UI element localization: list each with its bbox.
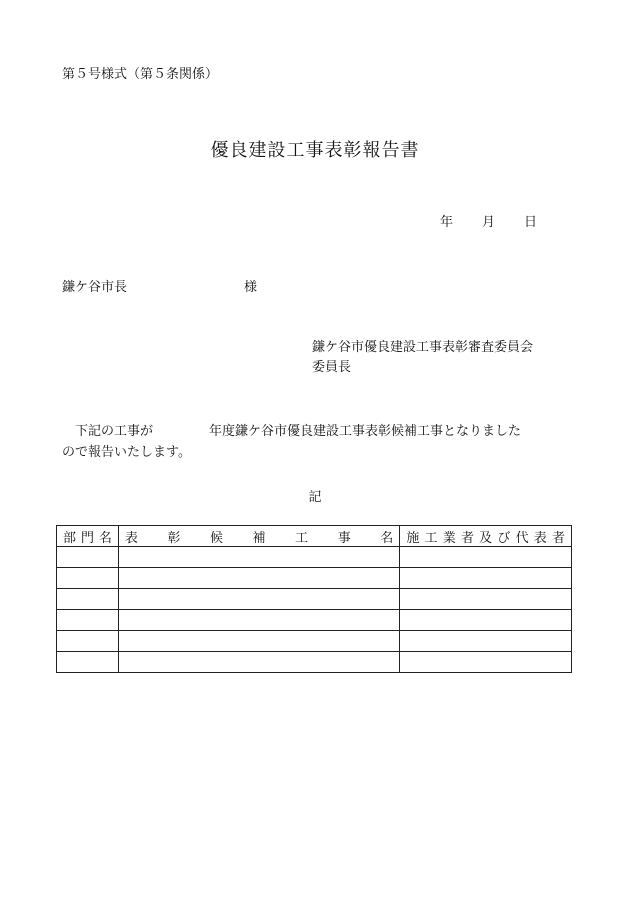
project-name-cell[interactable] (118, 589, 399, 610)
project-name-cell[interactable] (118, 652, 399, 673)
header-project-name (118, 526, 399, 547)
contractor-cell[interactable] (400, 547, 572, 568)
contractor-cell[interactable] (400, 652, 572, 673)
table-row (57, 547, 572, 568)
department-cell[interactable] (57, 631, 119, 652)
table-body (57, 547, 572, 673)
document-title: 優良建設工事表彰報告書 (210, 140, 420, 161)
report-line1-rest: 年度鎌ケ谷市優良建設工事表彰候補工事となりました (209, 424, 522, 439)
ki-heading: 記 (308, 490, 322, 505)
date-day-label: 日 (524, 215, 538, 230)
header-contractor (400, 526, 572, 547)
department-cell[interactable] (57, 610, 119, 631)
table-row (57, 631, 572, 652)
header-department-text: 部 門 名 (63, 530, 112, 546)
report-body-line1 (62, 421, 572, 442)
project-name-cell[interactable] (118, 547, 399, 568)
date-month-label: 月 (482, 215, 496, 230)
committee-name: 鎌ケ谷市優良建設工事表彰審査委員会 (312, 340, 534, 355)
contractor-cell[interactable] (400, 631, 572, 652)
addressee-honorific: 様 (244, 280, 258, 295)
addressee-name: 鎌ケ谷市長 (62, 280, 128, 295)
header-department (57, 526, 119, 547)
project-name-cell[interactable] (118, 610, 399, 631)
report-body (62, 421, 572, 463)
table-header-row (57, 526, 572, 547)
table-row (57, 589, 572, 610)
report-body-line2: ので報告いたします。 (62, 445, 191, 460)
department-cell[interactable] (57, 589, 119, 610)
report-prefix: 下記の工事が (75, 424, 154, 439)
table-row (57, 652, 572, 673)
project-name-cell[interactable] (118, 568, 399, 589)
project-name-cell[interactable] (118, 631, 399, 652)
contractor-cell[interactable] (400, 610, 572, 631)
department-cell[interactable] (57, 568, 119, 589)
header-contractor-text: 施 工 業 者 及 び 代 表 者 (406, 530, 565, 546)
contractor-cell[interactable] (400, 589, 572, 610)
committee-role: 委員長 (312, 360, 352, 375)
header-project-name-text: 表 彰 候 補 工 事 名 (124, 530, 394, 546)
contractor-cell[interactable] (400, 568, 572, 589)
table-row (57, 610, 572, 631)
department-cell[interactable] (57, 547, 119, 568)
form-number: 第５号様式（第５条関係） (62, 67, 219, 82)
committee-block (312, 338, 533, 378)
date-year-label: 年 (440, 215, 454, 230)
department-cell[interactable] (57, 652, 119, 673)
candidate-table (56, 525, 572, 673)
table-row (57, 568, 572, 589)
